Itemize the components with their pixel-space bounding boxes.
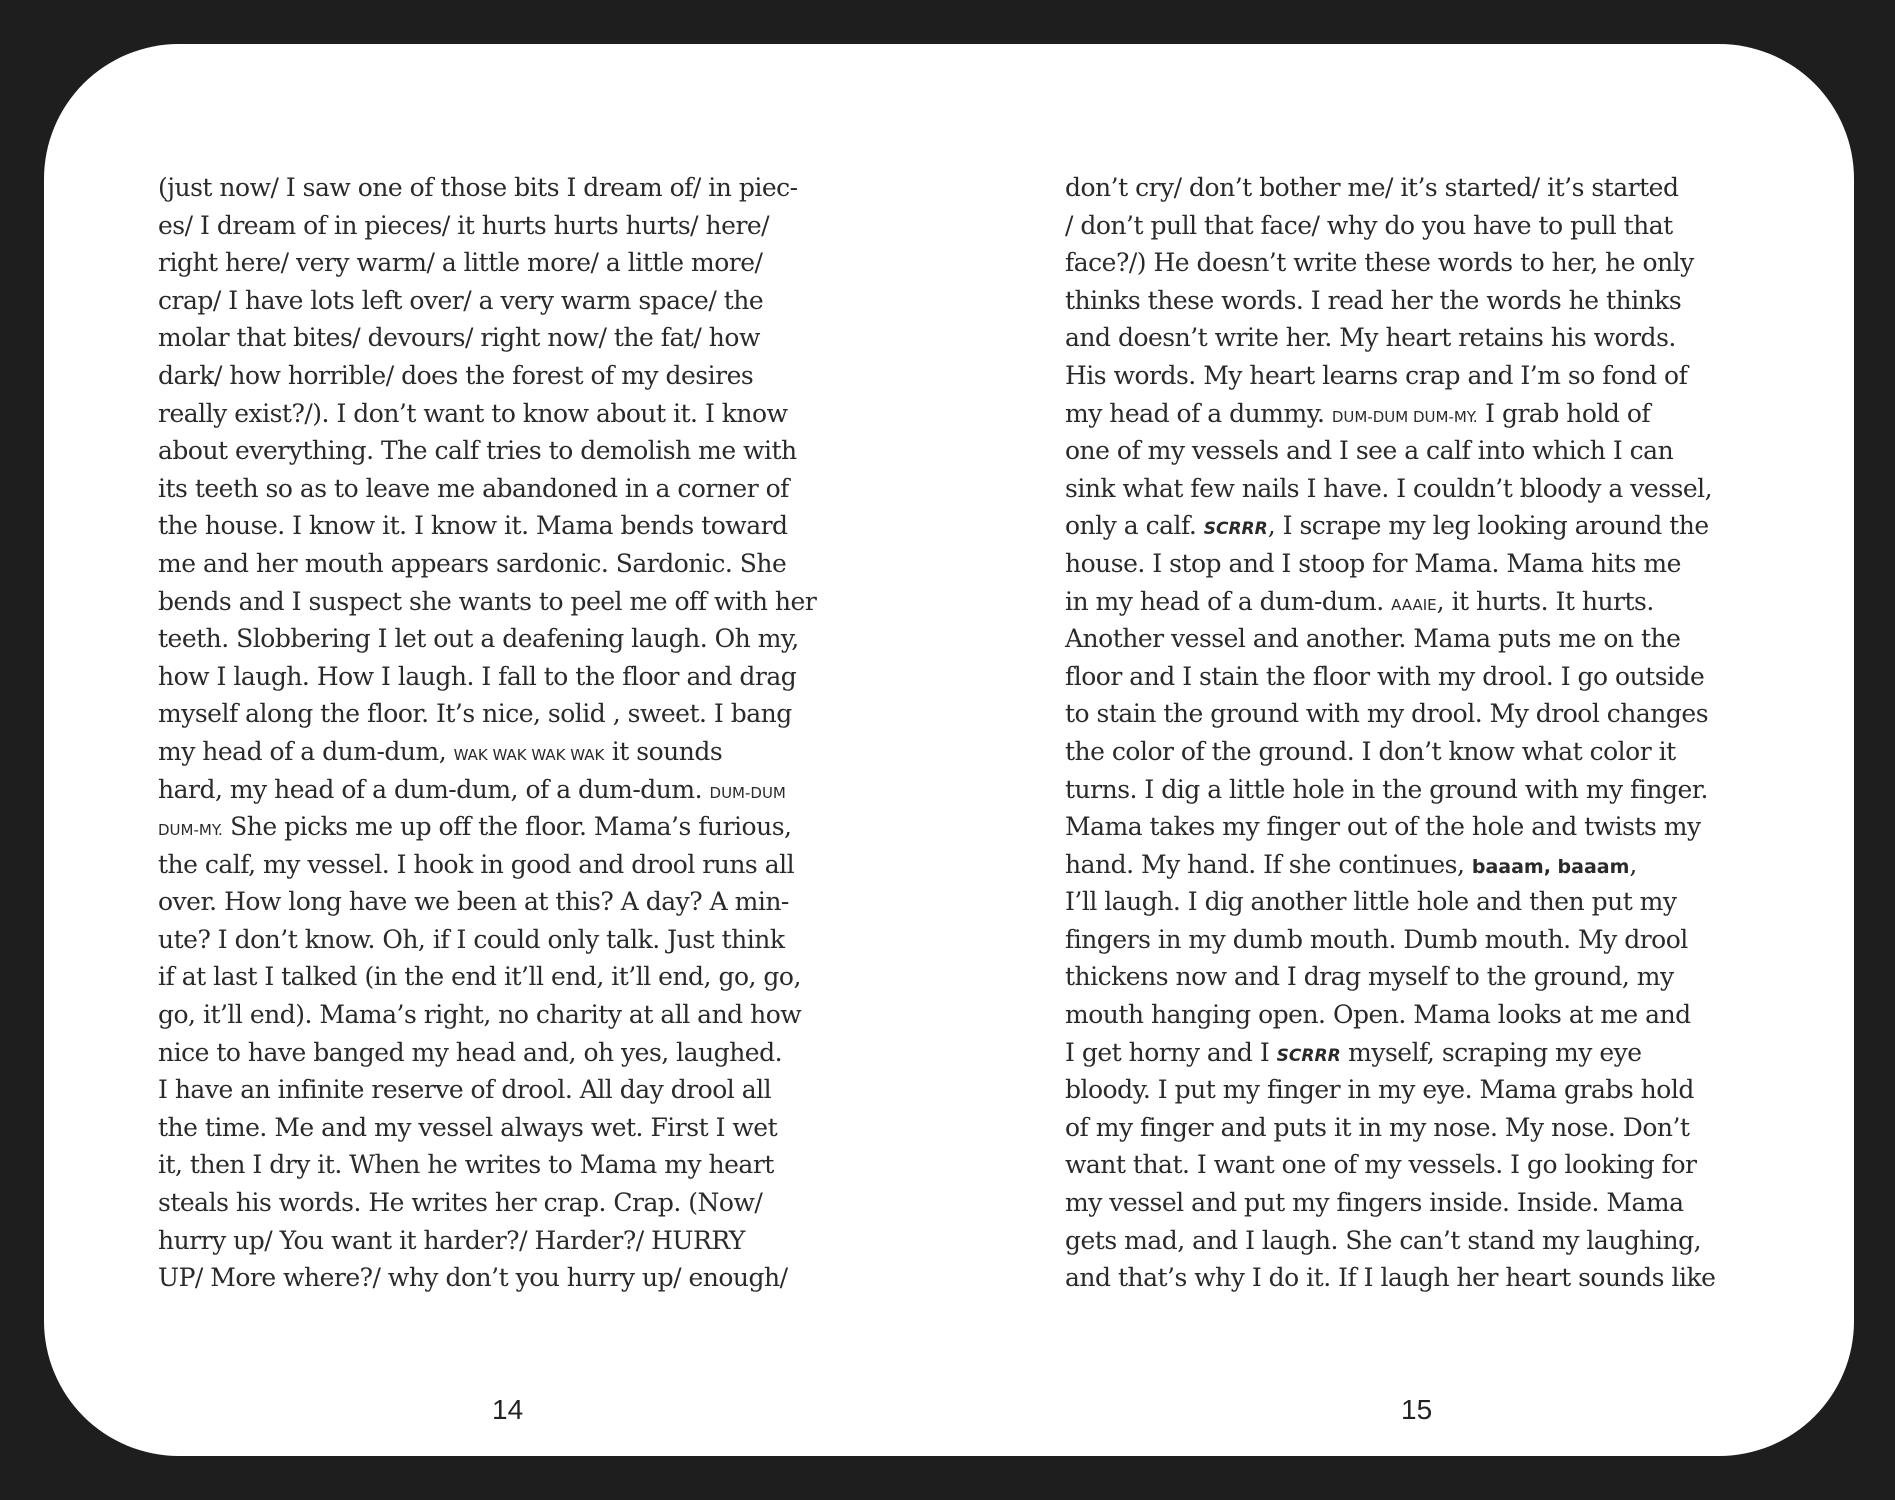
book-spread (44, 44, 1854, 1456)
text-segment: thickens now and I drag myself to the ground, my (1065, 962, 1674, 992)
text-line (1065, 1071, 1735, 1109)
text-line (158, 1146, 828, 1184)
text-segment: hard, my head of a dum-dum, of a dum-dum. (158, 774, 710, 804)
text-segment: nice to have banged my head and, oh yes, laughed. (158, 1037, 783, 1067)
sound-effect: SCRRR (1276, 1045, 1341, 1066)
text-segment: if at last I talked (in the end it’ll end, it’ll end, go, go, (158, 962, 801, 992)
text-segment: / don’t pull that face/ why do you have to pull that (1065, 210, 1673, 240)
text-line (158, 432, 828, 470)
text-segment: steals his words. He writes her crap. Crap. (Now/ (158, 1188, 763, 1218)
text-line (158, 395, 828, 433)
text-segment: His words. My heart learns crap and I’m so fond of (1065, 360, 1688, 390)
text-segment: sink what few nails I have. I couldn’t bloody a vessel, (1065, 473, 1713, 503)
text-line (158, 207, 828, 245)
text-line (158, 695, 828, 733)
text-segment: it, then I dry it. When he writes to Mama my heart (158, 1150, 774, 1180)
text-segment: , it hurts. It hurts. (1436, 586, 1654, 616)
text-line (1065, 545, 1735, 583)
text-segment: only a calf. (1065, 511, 1204, 541)
text-segment: mouth hanging open. Open. Mama looks at me and (1065, 1000, 1691, 1030)
text-line (158, 357, 828, 395)
text-segment: teeth. Slobbering I let out a deafening laugh. Oh my, (158, 624, 799, 654)
text-line (1065, 507, 1735, 545)
text-segment: its teeth so as to leave me abandoned in a corner of (158, 473, 789, 503)
text-line (1065, 1184, 1735, 1222)
text-line (158, 883, 828, 921)
text-segment: my vessel and put my fingers inside. Inside. Mama (1065, 1188, 1684, 1218)
text-line (1065, 883, 1735, 921)
text-line (158, 1184, 828, 1222)
text-line (158, 658, 828, 696)
text-line (1065, 282, 1735, 320)
text-segment: the color of the ground. I don’t know what color it (1065, 736, 1676, 766)
text-line (1065, 432, 1735, 470)
text-segment: ute? I don’t know. Oh, if I could only talk. Just think (158, 924, 785, 954)
sound-effect: DUM-MY. (158, 821, 223, 840)
text-line (158, 958, 828, 996)
text-line (1065, 1109, 1735, 1147)
text-segment: thinks these words. I read her the words he thinks (1065, 285, 1682, 315)
text-segment: want that. I want one of my vessels. I go looking for (1065, 1150, 1697, 1180)
text-segment: fingers in my dumb mouth. Dumb mouth. My drool (1065, 924, 1688, 954)
text-segment: my head of a dum-dum, (158, 736, 454, 766)
text-segment: She picks me up off the floor. Mama’s furious, (222, 812, 792, 842)
right-page-text (1065, 169, 1735, 1297)
text-segment: dark/ how horrible/ does the forest of my desires (158, 360, 754, 390)
text-segment: I have an infinite reserve of drool. All day drool all (158, 1075, 772, 1105)
text-segment: I grab hold of (1477, 398, 1651, 428)
text-segment: don’t cry/ don’t bother me/ it’s started/ it’s started (1065, 173, 1679, 202)
text-line (158, 1222, 828, 1260)
text-line (158, 1071, 828, 1109)
page-number-right: 15 (1401, 1394, 1433, 1425)
text-segment: crap/ I have lots left over/ a very warm space/ the (158, 285, 764, 315)
text-segment: , (1629, 849, 1637, 879)
text-line (1065, 319, 1735, 357)
text-segment: me and her mouth appears sardonic. Sardonic. She (158, 548, 787, 578)
text-segment: right here/ very warm/ a little more/ a little more/ (158, 248, 763, 278)
text-segment: floor and I stain the floor with my drool. I go outside (1065, 661, 1705, 691)
text-line (1065, 1222, 1735, 1260)
text-segment: one of my vessels and I see a calf into which I can (1065, 436, 1674, 466)
text-line (1065, 695, 1735, 733)
text-segment: to stain the ground with my drool. My drool changes (1065, 699, 1709, 729)
text-segment: my head of a dummy. (1065, 398, 1332, 428)
text-segment: about everything. The calf tries to demolish me with (158, 436, 797, 466)
text-line (1065, 207, 1735, 245)
text-segment: es/ I dream of in pieces/ it hurts hurts hurts/ here/ (158, 210, 770, 240)
text-segment: really exist?/). I don’t want to know about it. I know (158, 398, 788, 428)
text-segment: how I laugh. How I laugh. I fall to the floor and drag (158, 661, 797, 691)
sound-effect: baaam, baaam (1471, 855, 1630, 878)
text-segment: face?/) He doesn’t write these words to her, he only (1065, 248, 1694, 278)
text-line (158, 545, 828, 583)
text-segment: Mama takes my finger out of the hole and twists my (1065, 812, 1701, 842)
text-line (1065, 1146, 1735, 1184)
page-number-left: 14 (492, 1394, 524, 1425)
text-segment: I’ll laugh. I dig another little hole and then put my (1065, 887, 1677, 917)
text-segment: it sounds (604, 736, 723, 766)
text-line (1065, 244, 1735, 282)
text-line (158, 808, 828, 846)
text-line (1065, 169, 1735, 207)
text-line (1065, 620, 1735, 658)
left-page-text (158, 169, 828, 1297)
text-segment: and doesn’t write her. My heart retains his words. (1065, 323, 1676, 353)
text-segment: myself along the floor. It’s nice, solid , sweet. I bang (158, 699, 792, 729)
text-segment: hurry up/ You want it harder?/ Harder?/ HURRY (158, 1225, 745, 1255)
text-line (1065, 733, 1735, 771)
text-line (158, 470, 828, 508)
text-segment: the time. Me and my vessel always wet. First I wet (158, 1112, 778, 1142)
text-line (158, 733, 828, 771)
text-line (158, 244, 828, 282)
text-line (158, 996, 828, 1034)
text-line (158, 282, 828, 320)
text-line (1065, 771, 1735, 809)
text-line (158, 1034, 828, 1072)
text-segment: (just now/ I saw one of those bits I dream of/ in piec- (158, 173, 798, 202)
text-segment: the calf, my vessel. I hook in good and drool runs all (158, 849, 795, 879)
text-line (158, 1109, 828, 1147)
text-segment: turns. I dig a little hole in the ground with my finger. (1065, 774, 1708, 804)
text-segment: bloody. I put my finger in my eye. Mama grabs hold (1065, 1075, 1694, 1105)
text-line (158, 620, 828, 658)
text-segment: myself, scraping my eye (1340, 1037, 1642, 1067)
text-segment: go, it’ll end). Mama’s right, no charity at all and how (158, 1000, 802, 1030)
text-segment: gets mad, and I laugh. She can’t stand my laughing, (1065, 1225, 1702, 1255)
text-segment: and that’s why I do it. If I laugh her heart sounds like (1065, 1263, 1716, 1293)
text-segment: molar that bites/ devours/ right now/ the fat/ how (158, 323, 760, 353)
text-line (1065, 357, 1735, 395)
text-line (158, 846, 828, 884)
text-segment: in my head of a dum-dum. (1065, 586, 1392, 616)
text-line (1065, 395, 1735, 433)
text-line (158, 319, 828, 357)
text-segment: of my finger and puts it in my nose. My nose. Don’t (1065, 1112, 1690, 1142)
text-line (158, 583, 828, 621)
text-line (1065, 958, 1735, 996)
text-line (1065, 808, 1735, 846)
text-line (158, 771, 828, 809)
text-line (158, 1259, 828, 1297)
text-line (1065, 1259, 1735, 1297)
sound-effect: SCRRR (1203, 519, 1268, 540)
text-segment: house. I stop and I stoop for Mama. Mama hits me (1065, 548, 1681, 578)
text-segment: Another vessel and another. Mama puts me on the (1065, 624, 1681, 654)
text-segment: I get horny and I (1065, 1037, 1277, 1067)
text-line (158, 921, 828, 959)
sound-effect: WAK WAK WAK WAK (453, 745, 605, 764)
text-segment: UP/ More where?/ why don’t you hurry up/ enough/ (158, 1263, 788, 1293)
text-line (1065, 470, 1735, 508)
text-line (1065, 921, 1735, 959)
sound-effect: DUM-DUM DUM-MY. (1331, 407, 1478, 426)
text-line (1065, 996, 1735, 1034)
sound-effect: AAAIE (1391, 595, 1437, 614)
text-segment: hand. My hand. If she continues, (1065, 849, 1472, 879)
text-line (158, 507, 828, 545)
text-line (1065, 1034, 1735, 1072)
text-line (1065, 658, 1735, 696)
text-line (1065, 583, 1735, 621)
text-segment: over. How long have we been at this? A day? A min- (158, 887, 789, 917)
sound-effect: DUM-DUM (709, 783, 786, 802)
text-segment: , I scrape my leg looking around the (1267, 511, 1709, 541)
text-segment: bends and I suspect she wants to peel me off with her (158, 586, 817, 616)
text-line (1065, 846, 1735, 884)
text-line (158, 169, 828, 207)
text-segment: the house. I know it. I know it. Mama bends toward (158, 511, 788, 541)
